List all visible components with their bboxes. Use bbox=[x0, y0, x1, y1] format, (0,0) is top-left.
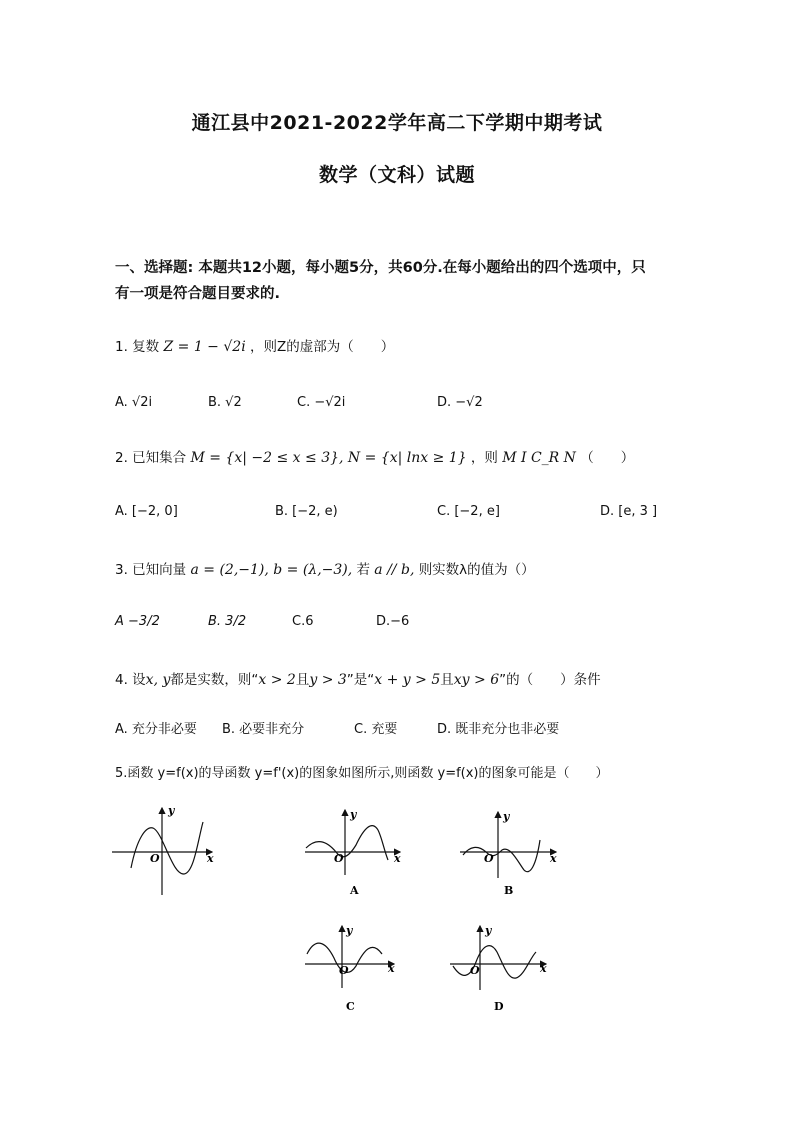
q2-prefix: 2. 已知集合 bbox=[115, 450, 187, 466]
graph-c-x-label: x bbox=[388, 962, 395, 975]
graph-d-x-label: x bbox=[540, 962, 547, 975]
derivative-curve bbox=[131, 822, 203, 874]
q4-text-f: ”的（ ）条件 bbox=[499, 672, 601, 688]
q1-option-a: A. √2i bbox=[115, 395, 153, 410]
q1-option-c: C. −√2i bbox=[297, 395, 346, 410]
q1-expression: Z = 1 − √2i bbox=[163, 339, 246, 355]
graph-c-origin: O bbox=[339, 964, 349, 977]
q3-mid: 若 bbox=[356, 562, 370, 578]
graph-d-curve bbox=[453, 946, 536, 979]
q2-suffix: （ ） bbox=[580, 450, 635, 466]
graph-b-curve bbox=[463, 840, 540, 872]
q3-option-a: A −3/2 bbox=[115, 614, 160, 629]
graph-b-label: B bbox=[504, 884, 514, 897]
q1-option-d: D. −√2 bbox=[437, 395, 483, 410]
q3-prefix: 3. 已知向量 bbox=[115, 562, 187, 578]
q4-option-d: D. 既非充分也非必要 bbox=[437, 722, 560, 737]
q4-text-a: 4. 设 bbox=[115, 672, 146, 688]
q2-option-b: B. [−2, e) bbox=[275, 504, 338, 519]
q1-suffix: ，则Z的虚部为（ ） bbox=[249, 339, 395, 355]
exam-subtitle: 数学（文科）试题 bbox=[318, 164, 475, 186]
q3-expression: a = (2,−1), b = (λ,−3), bbox=[190, 562, 353, 578]
graph-d-y-label: y bbox=[485, 924, 492, 937]
derivative-x-label: x bbox=[207, 852, 214, 865]
q3-option-c: C.6 bbox=[292, 614, 314, 629]
q2-option-c: C. [−2, e] bbox=[437, 504, 500, 519]
graph-d-label: D bbox=[494, 1000, 504, 1013]
graph-b-y-label: y bbox=[503, 810, 510, 823]
question-5: 5.函数 y=f(x)的导函数 y=f'(x)的图象如图所示,则函数 y=f(x)的图象可能是（ ） bbox=[115, 766, 609, 781]
q4-cond-2: y > 3 bbox=[309, 672, 347, 688]
q4-cond-3: x + y > 5 bbox=[374, 672, 441, 688]
q4-text-b: 都是实数，则“ bbox=[170, 672, 259, 688]
q2-expression: M = {x| −2 ≤ x ≤ 3}, N = {x| lnx ≥ 1} bbox=[190, 450, 467, 466]
q4-text-d: ”是“ bbox=[346, 672, 375, 688]
q4-option-b: B. 必要非充分 bbox=[222, 722, 305, 737]
section-heading-line1: 一、选择题: 本题共12小题，每小题5分，共60分.在每小题给出的四个选项中，只 bbox=[115, 260, 646, 276]
q3-option-d: D.−6 bbox=[376, 614, 410, 629]
q2-mid: ，则 bbox=[470, 450, 498, 466]
q2-expression-2: M I C_R N bbox=[502, 450, 576, 466]
q3-option-b: B. 3/2 bbox=[208, 614, 247, 629]
q4-cond-4: xy > 6 bbox=[453, 672, 500, 688]
section-heading-line2: 有一项是符合题目要求的. bbox=[115, 286, 281, 302]
graph-a-y-label: y bbox=[350, 808, 357, 821]
graph-a-curve bbox=[306, 826, 388, 860]
exam-title: 通江县中2021-2022学年高二下学期中期考试 bbox=[191, 112, 603, 134]
graph-a-label: A bbox=[350, 884, 359, 897]
graph-d bbox=[450, 926, 546, 990]
q4-vars: x, y bbox=[145, 672, 171, 688]
graph-a-x-label: x bbox=[394, 852, 401, 865]
q1-prefix: 1. 复数 bbox=[115, 339, 160, 355]
graph-b-origin: O bbox=[484, 852, 494, 865]
q2-option-a: A. [−2, 0] bbox=[115, 504, 178, 519]
graph-c-y-label: y bbox=[346, 924, 353, 937]
derivative-origin: O bbox=[150, 852, 160, 865]
q3-suffix: 则实数λ的值为（） bbox=[418, 562, 535, 578]
graph-a-origin: O bbox=[334, 852, 344, 865]
q4-cond-1: x > 2 bbox=[258, 672, 296, 688]
q1-option-b: B. √2 bbox=[208, 395, 242, 410]
derivative-y-label: y bbox=[168, 804, 175, 817]
derivative-graph bbox=[112, 808, 212, 895]
graph-b-x-label: x bbox=[550, 852, 557, 865]
q4-option-c: C. 充要 bbox=[354, 722, 398, 737]
q4-text-e: 且 bbox=[440, 672, 454, 688]
q2-option-d: D. [e, 3 ] bbox=[600, 504, 658, 519]
q4-text-c: 且 bbox=[295, 672, 310, 688]
q3-expression-2: a // b, bbox=[374, 562, 415, 578]
graph-d-origin: O bbox=[470, 964, 480, 977]
q4-option-a: A. 充分非必要 bbox=[115, 722, 197, 737]
graph-c-label: C bbox=[346, 1000, 355, 1013]
